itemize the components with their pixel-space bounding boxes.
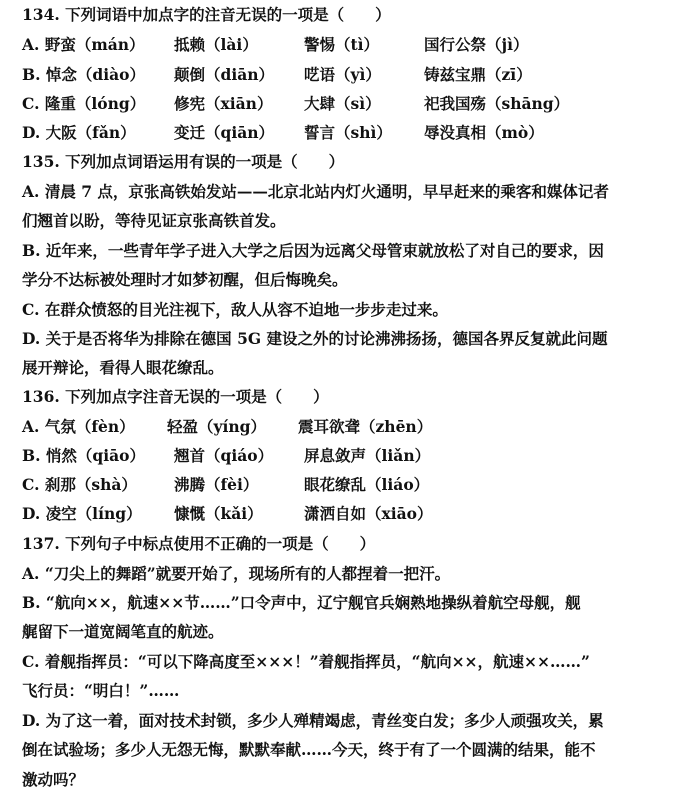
- q136-b-item-2: 翘首（qiáo）: [174, 446, 274, 465]
- q137-option-a: [22, 559, 652, 588]
- q136-d-item-3: 潇洒自如（xiāo）: [304, 504, 433, 523]
- q137-b-line-1: B. “航向××，航速××节……”口令声中，辽宁舰官兵娴熟地操纵着航空母舰，舰: [22, 593, 581, 612]
- q135-title: 135. 下列加点词语运用有误的一项是（ ）: [22, 152, 345, 171]
- q137-title: 137. 下列句子中标点使用不正确的一项是（ ）: [22, 534, 376, 553]
- q134-c-item-2: 修宪（xiān）: [174, 94, 273, 113]
- q134-b-item-1: B. 悼念（diào）: [22, 65, 146, 84]
- q134-b-item-3: 呓语（yì）: [304, 65, 381, 84]
- q135-b-line-2: 学分不达标被处理时才如梦初醒，但后悔晚矣。: [22, 270, 348, 290]
- q137-b-line-2: 艉留下一道宽阔笔直的航迹。: [22, 622, 224, 642]
- q135-option-b: [22, 236, 652, 295]
- q137-d-line-1: D. 为了这一着，面对技术封锁，多少人殚精竭虑，青丝变白发；多少人顽强攻关，累: [22, 711, 604, 730]
- q137-d-line-3: 激动吗？: [22, 769, 85, 789]
- q134-a-item-3: 警惕（tì）: [304, 35, 380, 54]
- q135-option-c: [22, 295, 652, 324]
- q134-d-item-1: D. 大阪（fǎn）: [22, 123, 136, 142]
- q134-a-item-4: 国行公祭（jì）: [424, 35, 529, 54]
- q136-d-item-1: D. 凌空（líng）: [22, 504, 142, 523]
- q135-c-line-1: C. 在群众愤怒的目光注视下，敌人从容不迫地一步步走过来。: [22, 300, 448, 319]
- q134-a-item-1: A. 野蛮（mán）: [22, 35, 145, 54]
- q137-a-line-1: A. “刀尖上的舞蹈”就要开始了，现场所有的人都捏着一把汗。: [22, 564, 451, 583]
- q134-b-item-4: 铸兹宝鼎（zī）: [424, 65, 532, 84]
- q134-a-item-2: 抵赖（lài）: [174, 35, 258, 54]
- q134-c-item-4: 祀我国殇（shāng）: [424, 94, 570, 113]
- q137-option-c: [22, 647, 652, 706]
- q136-a-item-1: A. 气氛（fèn）: [22, 417, 135, 436]
- q134-c-item-3: 大肆（sì）: [304, 94, 381, 113]
- q137-c-line-1: C. 着舰指挥员：“可以下降高度至×××！”着舰指挥员，“航向××，航速××……”: [22, 652, 590, 671]
- q135-d-line-2: 展开辩论，看得人眼花缭乱。: [22, 358, 224, 378]
- q135-a-line-1: A. 清晨 7 点，京张高铁始发站——北京北站内灯火通明，早早赶来的乘客和媒体记者: [22, 182, 609, 201]
- q137-d-line-2: 倒在试验场；多少人无怨无悔，默默奉献……今天，终于有了一个圆满的结果，能不: [22, 740, 596, 760]
- q134-d-item-2: 变迁（qiān）: [174, 123, 275, 142]
- q135-a-line-2: 们翘首以盼，等待见证京张高铁首发。: [22, 211, 286, 231]
- q135-option-d: [22, 324, 652, 383]
- q135-b-line-1: B. 近年来，一些青年学子进入大学之后因为远离父母管束就放松了对自己的要求，因: [22, 241, 604, 260]
- q134-c-item-1: C. 隆重（lóng）: [22, 94, 146, 113]
- q134-title: 134. 下列词语中加点字的注音无误的一项是（ ）: [22, 5, 391, 24]
- q137-option-b: [22, 588, 652, 647]
- q136-b-item-1: B. 悄然（qiāo）: [22, 446, 146, 465]
- q136-c-item-2: 沸腾（fèi）: [174, 475, 259, 494]
- q134-d-item-4: 辱没真相（mò）: [424, 123, 544, 142]
- q136-a-item-2: 轻盈（yíng）: [167, 417, 267, 436]
- q136-d-item-2: 慷慨（kǎi）: [174, 504, 263, 523]
- q136-c-item-1: C. 刹那（shà）: [22, 475, 137, 494]
- q136-b-item-3: 屏息敛声（liǎn）: [304, 446, 431, 465]
- q136-a-item-3: 震耳欲聋（zhēn）: [298, 417, 433, 436]
- q136-title: 136. 下列加点字注音无误的一项是（ ）: [22, 387, 329, 406]
- q135-d-line-1: D. 关于是否将华为排除在德国 5G 建设之外的讨论沸沸扬扬，德国各界反复就此问题: [22, 329, 608, 348]
- q134-b-item-2: 颠倒（diān）: [174, 65, 275, 84]
- q136-c-item-3: 眼花缭乱（liáo）: [304, 475, 430, 494]
- q137-option-d: [22, 706, 652, 794]
- q134-d-item-3: 誓言（shì）: [304, 123, 392, 142]
- q135-option-a: [22, 177, 652, 236]
- q137-c-line-2: 飞行员：“明白！”……: [22, 681, 180, 701]
